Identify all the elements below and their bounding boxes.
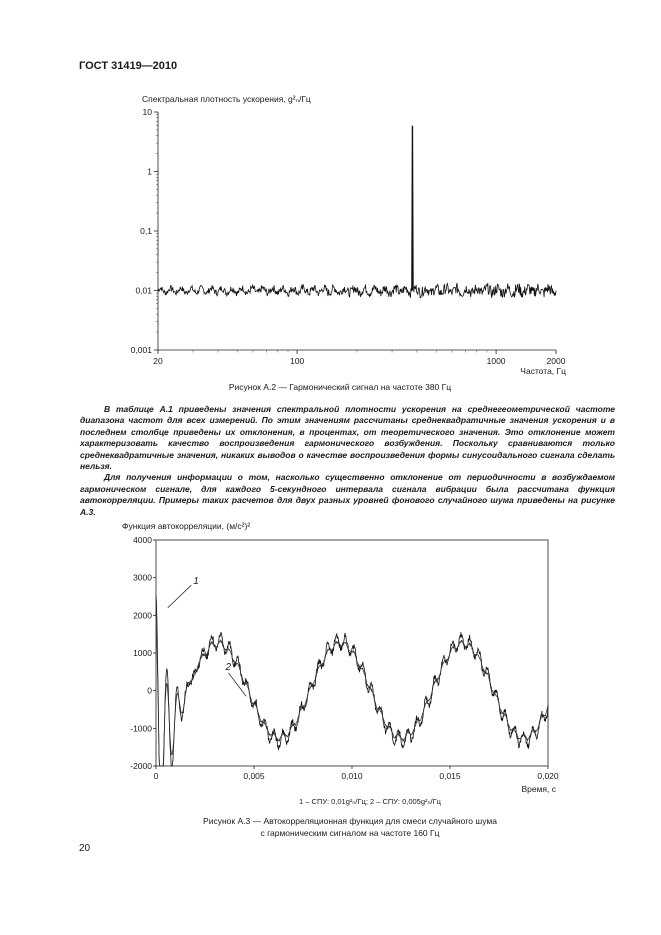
a3-xtick-label: 0 bbox=[153, 771, 159, 781]
a3-xtick-label: 0,015 bbox=[439, 771, 461, 781]
a2-xlabel: Частота, Гц bbox=[520, 366, 566, 376]
a3-frame bbox=[156, 540, 548, 766]
a3-ytick-label: -2000 bbox=[130, 761, 152, 771]
a2-ytick-label: 10 bbox=[142, 107, 152, 117]
figure-a3-chart bbox=[110, 530, 580, 800]
page-header: ГОСТ 31419—2010 bbox=[79, 60, 178, 72]
a3-ytick-label: 0 bbox=[147, 685, 152, 696]
figure-a2-chart bbox=[120, 104, 580, 379]
figure-a3-caption-1: Рисунок А.3 — Автокорреляционная функция для смеси случайного шума bbox=[203, 816, 497, 826]
figure-a2-caption: Рисунок А.2 — Гармонический сигнал на частоте 380 Гц bbox=[228, 382, 452, 392]
a2-xtick-label: 20 bbox=[153, 356, 163, 366]
a3-ytick-label: 3000 bbox=[133, 572, 152, 583]
a3-xtick-label: 0,010 bbox=[341, 771, 363, 781]
a3-label-2-leader bbox=[229, 673, 247, 696]
figure-a3-legend: 1 – СПУ: 0,01g²ₙ/Гц; 2 – СПУ: 0,005g²ₙ/Гц bbox=[299, 797, 441, 806]
a3-series-2 bbox=[156, 626, 548, 766]
a2-ytick-label: 0,01 bbox=[135, 285, 152, 296]
figure-a3-caption-2: с гармоническим сигналом на частоте 160 Гц bbox=[260, 828, 440, 838]
body-text bbox=[80, 404, 615, 518]
a2-ytick-label: 0,1 bbox=[140, 226, 152, 236]
a2-xtick-label: 2000 bbox=[546, 356, 566, 366]
a2-xtick-label: 1000 bbox=[486, 356, 506, 366]
figure-a2-ylabel: Спектральная плотность ускорения, g²ₙ/Гц bbox=[142, 94, 311, 104]
a3-series-2-label: 2 bbox=[225, 661, 232, 673]
a2-ytick-label: 1 bbox=[147, 166, 152, 177]
a3-xtick-label: 0,005 bbox=[243, 771, 265, 781]
a2-psd-line bbox=[158, 126, 556, 298]
a3-xtick-label: 0,020 bbox=[537, 771, 559, 781]
a2-xtick-label: 100 bbox=[290, 356, 305, 366]
page-number: 20 bbox=[79, 843, 91, 854]
figure-a3-ylabel: Функция автокорреляции, (м/с²)² bbox=[122, 521, 251, 531]
a3-label-1-leader bbox=[168, 585, 192, 608]
paragraph-1: В таблице А.1 приведены значения спектральной плотности ускорения на среднегеометрической частоте диапазона частот для всех измерений. По этим значениям рассчитаны среднеквадратичные значения ускорения и в последнем столбце приведены их отклонения, в процентах, от теоретического значения. Это отклонение может характеризовать качество воспроизведения гармонического возбуждения. Поскольку сравниваются только среднеквадратичные значения, никаких выводов о качестве воспроизведения формы синусоидального сигнала сделать нельзя. bbox=[80, 404, 615, 472]
a3-ytick-label: -1000 bbox=[130, 723, 152, 734]
a3-ytick-label: 2000 bbox=[133, 610, 152, 621]
a3-ytick-label: 4000 bbox=[133, 535, 152, 545]
a2-ytick-label: 0,001 bbox=[130, 345, 152, 355]
paragraph-2: Для получения информации о том, насколько существенно отклонение от периодичности в возбуждаемом гармоническом сигнале, для каждого 5-секундного интервала сигнала вибрации была рассчитана функция автокорреляции. Примеры таких расчетов для двух разных уровней фонового случайного шума приведены на рисунке А.3. bbox=[80, 472, 615, 517]
a3-ytick-label: 1000 bbox=[133, 648, 152, 658]
a3-xlabel: Время, с bbox=[521, 784, 556, 794]
a3-series-1-label: 1 bbox=[193, 576, 199, 588]
